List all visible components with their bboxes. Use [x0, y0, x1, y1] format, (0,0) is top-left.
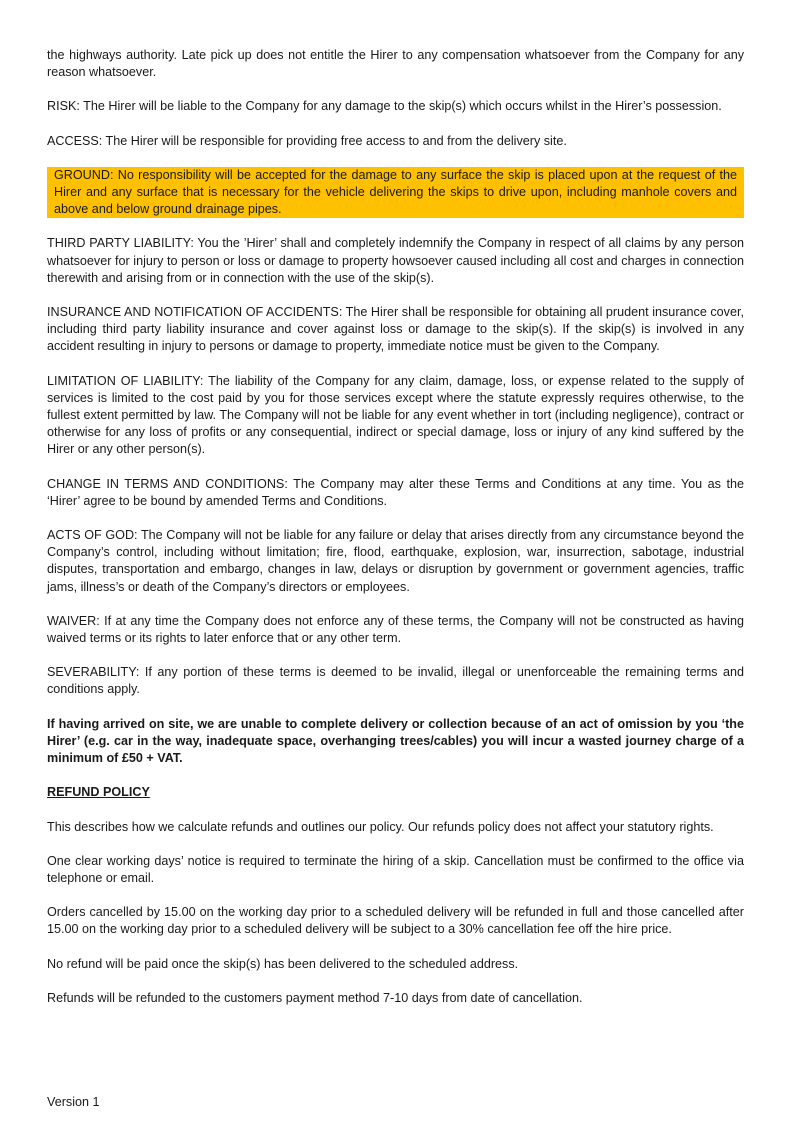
paragraph-limitation-of-liability: LIMITATION OF LIABILITY: The liability of the Company for any claim, damage, loss, or expense related to the supply of services is limited to the cost paid by you for those services except where the statute expressly requires otherwise, to the fullest extent permitted by law. The Company will not be liable for any event whether in tort (including negligence), contract or otherwise for any loss of profits or any consequential, indirect or special damage, loss or injury of any kind suffered by the Hirer or any other person(s).	[47, 373, 744, 457]
refund-intro: This describes how we calculate refunds and outlines our policy. Our refunds policy does not affect your statutory rights.	[47, 819, 714, 834]
paragraph-acts-of-god: ACTS OF GOD: The Company will not be liable for any failure or delay that arises directly from any circumstance beyond the Company’s control, including without limitation; fire, flood, earthquake, explosion, war, insurrection, sabotage, industrial disputes, transportation and embargo, changes in law, delays or disruption by government or government agencies, traffic jams, illness’s or death of the Company’s directors or employees.	[47, 528, 744, 594]
paragraph-risk: RISK: The Hirer will be liable to the Company for any damage to the skip(s) which occurs whilst in the Hirer’s possession.	[47, 99, 722, 114]
refund-timing: Refunds will be refunded to the customers payment method 7-10 days from date of cancellation.	[47, 990, 583, 1005]
refund-orders-cancelled: Orders cancelled by 15.00 on the working day prior to a scheduled delivery will be refunded in full and those cancelled after 15.00 on the working day prior to a scheduled delivery will be subject to a 30% cancellation fee off the hire price.	[47, 905, 744, 937]
document-body	[47, 47, 744, 1024]
paragraph-ground-highlighted: GROUND: No responsibility will be accepted for the damage to any surface the skip is placed upon at the request of the Hirer and any surface that is necessary for the vehicle delivering the skips to drive upon, including manhole covers and above and below ground drainage pipes.	[47, 167, 744, 219]
paragraph-third-party-liability: THIRD PARTY LIABILITY: You the ’Hirer’ shall and completely indemnify the Company in respect of all claims by any person whatsoever for injury to person or loss or damage to property howsoever caused including all cost and charges in connection therewith and arising from or in connection with the use of the skip(s).	[47, 236, 744, 285]
paragraph-insurance: INSURANCE AND NOTIFICATION OF ACCIDENTS: The Hirer shall be responsible for obtaining all prudent insurance cover, including third party liability insurance and cover against loss or damage to the skip(s). If the skip(s) is involved in any accident resulting in injury to persons or damage to property, immediate notice must be given to the Company.	[47, 305, 744, 354]
paragraph-late-pickup: the highways authority. Late pick up does not entitle the Hirer to any compensation whatsoever from the Company for any reason whatsoever.	[47, 48, 744, 80]
paragraph-change-in-terms: CHANGE IN TERMS AND CONDITIONS: The Company may alter these Terms and Conditions at any time. You as the ‘Hirer’ agree to be bound by amended Terms and Conditions.	[47, 476, 744, 508]
paragraph-severability: SEVERABILITY: If any portion of these terms is deemed to be invalid, illegal or unenforceable the remaining terms and conditions apply.	[47, 665, 744, 697]
refund-no-refund: No refund will be paid once the skip(s) has been delivered to the scheduled address.	[47, 956, 519, 971]
refund-policy-heading: REFUND POLICY	[47, 785, 150, 800]
paragraph-wasted-journey: If having arrived on site, we are unable to complete delivery or collection because of an act of omission by you ‘the Hirer’ (e.g. car in the way, inadequate space, overhanging trees/cables) you will incur a wasted journey charge of a minimum of £50 + VAT.	[47, 716, 744, 766]
footer-version: Version 1	[47, 1095, 100, 1109]
refund-notice: One clear working days’ notice is required to terminate the hiring of a skip. Cancellation must be confirmed to the office via telephone or email.	[47, 853, 744, 885]
paragraph-access: ACCESS: The Hirer will be responsible for providing free access to and from the delivery site.	[47, 133, 567, 148]
paragraph-waiver: WAIVER: If at any time the Company does not enforce any of these terms, the Company will not be constructed as having waived terms or its rights to later enforce that or any other term.	[47, 613, 744, 646]
